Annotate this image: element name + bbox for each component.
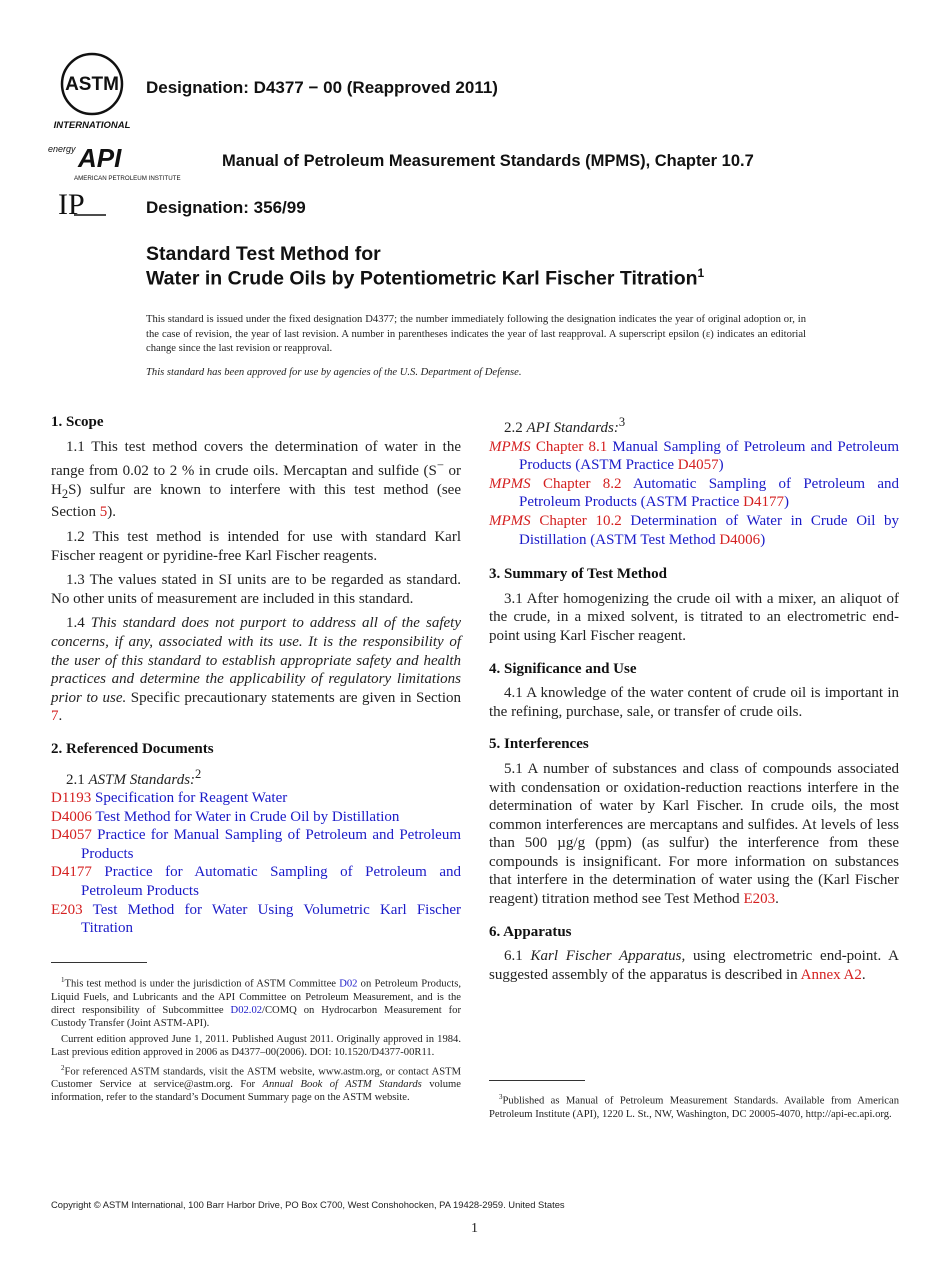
mpms-chapter: Manual of Petroleum Measurement Standards (MPMS), Chapter 10.7 [222, 152, 754, 170]
ref-code: D1193 [51, 790, 92, 807]
text: ) [760, 531, 766, 548]
ref-code: D4006 [719, 531, 761, 548]
ref-code: E203 [51, 901, 83, 918]
ref-title: Automatic Sampling of Petroleum and Petroleum Products (ASTM Practice [519, 475, 899, 511]
svg-text:ASTM: ASTM [65, 74, 119, 95]
svg-text:energy: energy [48, 144, 76, 154]
ref-title: Specification for Reagent Water [95, 790, 288, 807]
section-6-heading: 6. Apparatus [489, 923, 572, 940]
chapter: Chapter 10.2 [539, 512, 622, 529]
subcommittee-link[interactable]: D02.02 [230, 1004, 263, 1016]
committee-link[interactable]: D02 [339, 978, 358, 990]
footnote-rule-right [489, 1080, 585, 1081]
ref-title: Determination of Water in Crude Oil by Distillation (ASTM Test Method [519, 512, 900, 548]
left-column [51, 413, 461, 938]
para-3-1: 3.1 After homogenizing the crude oil with a mixer, an aliquot of the crude, in a mixed solvent, is titrated to an electrometric end-point using Karl Fischer reagent. [489, 590, 899, 644]
para-1-1 [51, 438, 461, 522]
text: 1.4 [66, 615, 91, 632]
text: 6.1 [504, 948, 531, 965]
page-number: 1 [471, 1221, 478, 1236]
svg-text:AMERICAN PETROLEUM INSTITUTE: AMERICAN PETROLEUM INSTITUTE [74, 175, 181, 182]
text: Specific precautionary statements are given in Section [126, 689, 461, 706]
para-4-1: 4.1 A knowledge of the water content of crude oil is important in the refining, purchase, sale, or transfer of crude oils. [489, 685, 899, 720]
svg-text:IP: IP [58, 190, 85, 220]
section-5-link[interactable]: 5 [99, 504, 108, 521]
ref-code: D4057 [677, 457, 719, 474]
title-line-2 [146, 266, 704, 291]
ref-title: Manual Sampling of Petroleum and Petroleum Products (ASTM Practice [519, 438, 900, 474]
astm-ref[interactable] [51, 863, 461, 900]
ip-logo [56, 190, 112, 220]
ip-designation: Designation: 356/99 [146, 198, 306, 217]
api-ref[interactable] [489, 438, 899, 475]
footnotes-right [489, 1091, 899, 1124]
astm-logo [50, 52, 134, 132]
text: S) sulfur are known to interfere with this test method (see Section [51, 481, 461, 521]
api-ref[interactable] [489, 512, 899, 549]
text: 2 [195, 766, 202, 781]
text: or H [51, 463, 461, 498]
para-1-4 [51, 614, 461, 726]
text: . [861, 966, 866, 983]
text: ) [783, 494, 789, 511]
text: . [775, 891, 779, 908]
section-3-heading: 3. Summary of Test Method [489, 566, 667, 583]
para-1-2: 1.2 This test method is intended for use with standard Karl Fischer reagent or pyridine-free Karl Fischer reagents. [51, 528, 461, 564]
footnote-3 [489, 1091, 899, 1121]
designation: Designation: D4377 − 00 (Reapproved 2011) [146, 78, 498, 97]
footnote-1-edition: Current edition approved June 1, 2011. Published August 2011. Originally approved in 1984. Last previous edition approved in 2006 as D4377–00(2006). DOI: 10.1520/D4377-00R11. [51, 1033, 461, 1058]
text: . [58, 708, 63, 725]
ref-title: Test Method for Water in Crude Oil by Distillation [95, 808, 400, 825]
chapter: Chapter 8.2 [542, 475, 622, 492]
ref-title: Practice for Automatic Sampling of Petroleum and Petroleum Products [81, 864, 461, 900]
chapter: Chapter 8.1 [535, 438, 608, 455]
text: Published as Manual of Petroleum Measurement Standards. Available from American Petroleum Institute (API), 1220 L. St., NW, Washington, DC 20005-4070, http://api-ec.api.org. [489, 1095, 899, 1120]
title-text: Water in Crude Oils by Potentiometric Karl Fischer Titration [146, 267, 698, 290]
svg-text:API: API [78, 143, 122, 173]
section-5-heading: 5. Interferences [489, 736, 589, 753]
mpms-label: MPMS [489, 512, 531, 529]
text: 3 [618, 415, 626, 429]
text: Karl Fischer Apparatus, [530, 948, 686, 965]
mpms-label: MPMS [489, 475, 531, 492]
para-6-1 [489, 947, 899, 984]
astm-ref[interactable] [51, 789, 461, 808]
section-7-link[interactable]: 7 [51, 708, 59, 725]
text: volume information, refer to the standard’s Document Summary page on the ASTM website. [51, 1079, 461, 1104]
text: 2.1 [66, 771, 89, 788]
footnote-1 [51, 974, 461, 1030]
mpms-label: MPMS [489, 438, 531, 455]
text: 1.1 This test method covers the determination of water in the range from 0.02 to 2 % in crude oils. Mercaptan and sulfide (S [51, 438, 461, 480]
text: API Standards: [526, 420, 619, 436]
safety-caveat: This standard does not purport to address all of the safety concerns, if any, associated with its use. It is the responsibility of the user of this standard to establish appropriate safety and health practices and determine the applicability of regulatory limitations prior to use. [51, 615, 461, 706]
text: using electrometric end-point. A suggested assembly of the apparatus is described in [489, 948, 899, 983]
right-column [489, 413, 899, 990]
text: This test method is under the jurisdiction of ASTM Committee [64, 978, 340, 990]
astm-standards-label [51, 765, 461, 790]
ref-code: D4057 [51, 827, 92, 844]
text: on Petroleum Products, Liquid Fuels, and Lubricants and the API Committee on Petroleum Measurement, and is the direct responsibility of Subcommittee [51, 978, 461, 1016]
api-standards-label [489, 413, 899, 438]
para-5-1 [489, 760, 899, 909]
text: 1 [61, 976, 65, 984]
footnote-rule-left [51, 962, 147, 963]
text: − [436, 458, 444, 473]
text: 2 [61, 486, 69, 501]
title-line-1: Standard Test Method for [146, 243, 381, 265]
issuance-note: This standard is issued under the fixed designation D4377; the number immediately following the designation indicates the year of original adoption or, in the case of revision, the year of last revision. A number in parentheses indicates the year of last reapproval. A superscript epsilon (ε) indicates an editorial change since the last revision or reapproval. [146, 314, 806, 354]
text: 2 [61, 1063, 65, 1072]
text: ) [718, 457, 724, 474]
api-ref[interactable] [489, 475, 899, 512]
e203-link[interactable]: E203 [743, 891, 776, 908]
astm-ref[interactable] [51, 826, 461, 863]
section-2-heading: 2. Referenced Documents [51, 740, 214, 757]
footnotes-left [51, 974, 461, 1107]
copyright: Copyright © ASTM International, 100 Barr Harbor Drive, PO Box C700, West Conshohocken, PA 19428-2959. United States [51, 1199, 565, 1210]
footnote-2 [51, 1062, 461, 1105]
api-logo [48, 140, 212, 182]
text: For referenced ASTM standards, visit the ASTM website, www.astm.org, or contact ASTM Customer Service at service@astm.org. For [51, 1066, 461, 1091]
annex-a2-link[interactable]: Annex A2 [800, 966, 862, 983]
ref-code: D4006 [51, 808, 92, 825]
para-1-3: 1.3 The values stated in SI units are to be regarded as standard. No other units of measurement are included in this standard. [51, 572, 461, 607]
text: 3 [499, 1093, 503, 1101]
dod-text: This standard has been approved for use by agencies of the U.S. Department of Defense. [146, 367, 522, 378]
text: 2.2 [504, 420, 527, 436]
text: 5.1 A number of substances and class of compounds associated with condensation or oxidation-reduction reactions interfere in the determination of water by Karl Fischer. In crude oils, the most common interferences are mercaptans and sulfides. At levels of less than 500 µg/g (ppm) (as sulfur) the interference from these compounds is insignificant. For more information on substances that interfere in the determination of water using the (Karl Fischer reagent) titration method see Test Method [489, 760, 899, 908]
text: ). [107, 504, 116, 521]
svg-text:INTERNATIONAL: INTERNATIONAL [53, 120, 131, 131]
text: ASTM Standards: [88, 771, 196, 788]
ref-code: D4177 [743, 494, 784, 511]
ref-code: D4177 [51, 864, 92, 881]
text: /COMQ on Hydrocarbon Measurement for Custody Transfer (Joint ASTM-API). [51, 1004, 461, 1029]
astm-ref[interactable] [51, 901, 461, 938]
ref-title: Practice for Manual Sampling of Petroleum and Petroleum Products [81, 827, 461, 862]
ref-title: Test Method for Water Using Volumetric Karl Fischer Titration [81, 901, 461, 937]
section-4-heading: 4. Significance and Use [489, 660, 637, 677]
section-1-heading: 1. Scope [51, 414, 104, 430]
astm-ref[interactable] [51, 808, 461, 827]
text: Annual Book of ASTM Standards [262, 1079, 422, 1091]
title-footnote-mark: 1 [697, 266, 705, 280]
dod-note [146, 366, 806, 381]
